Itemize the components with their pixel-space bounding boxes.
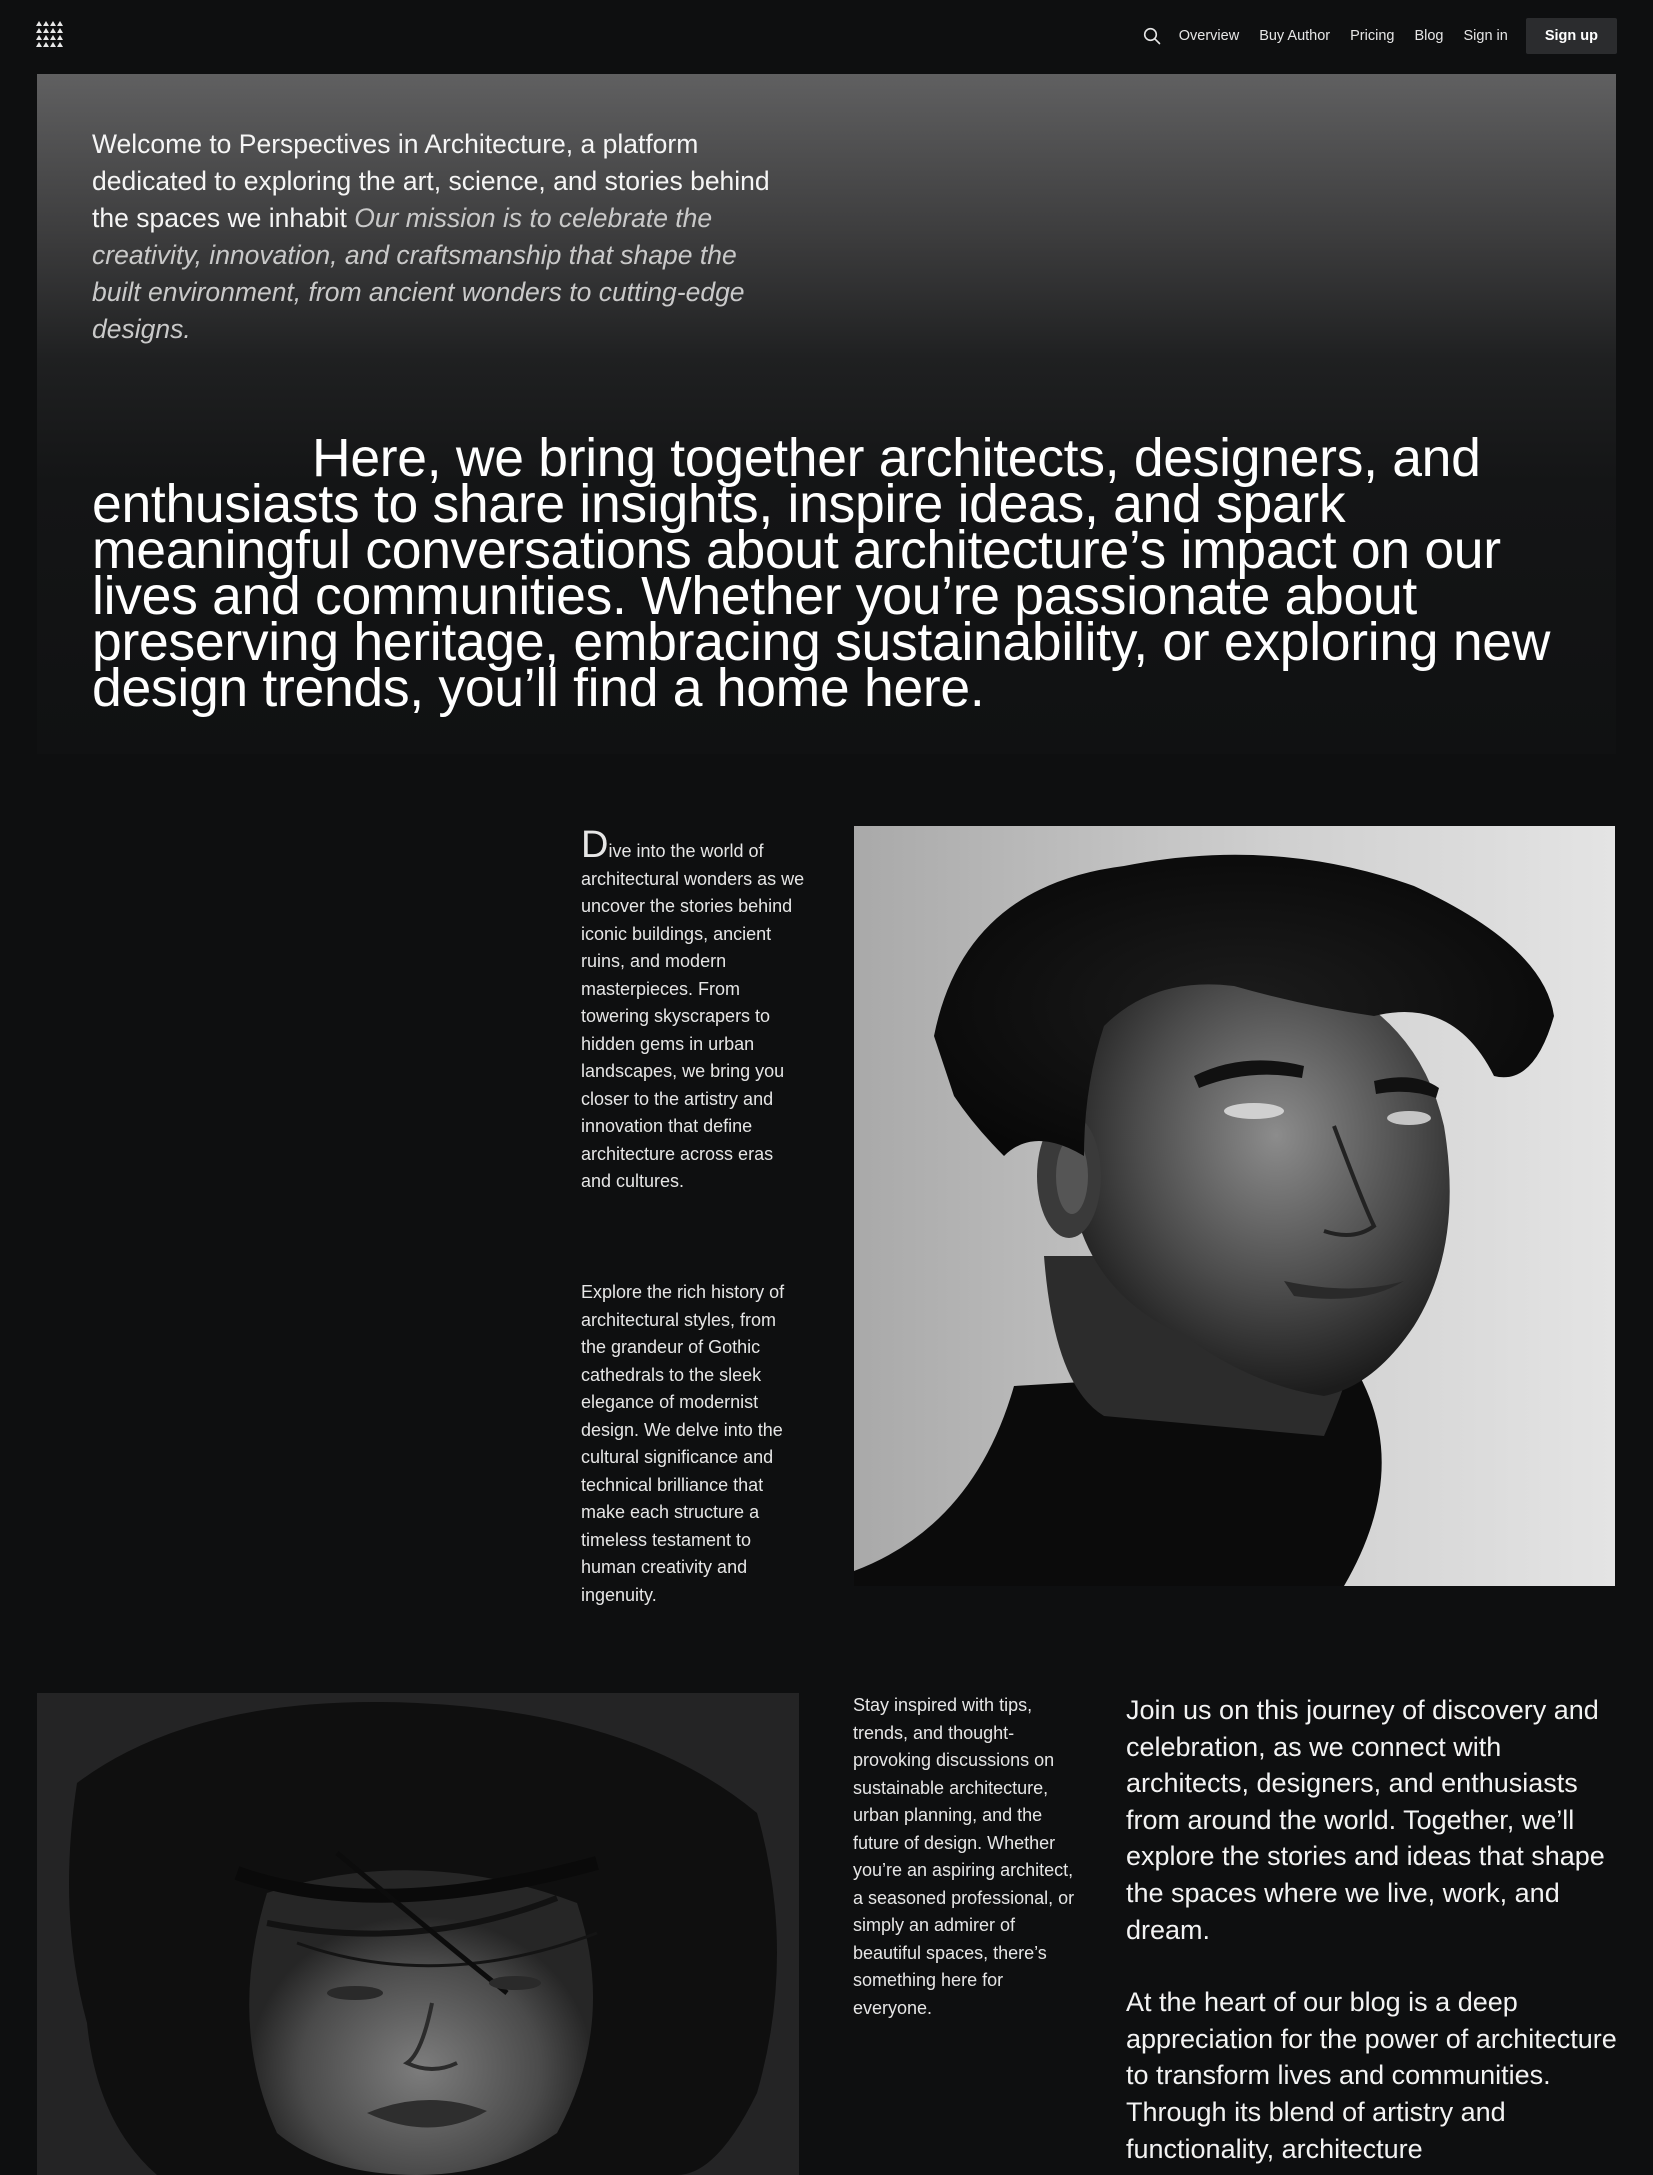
- nav-links: [1143, 18, 1617, 54]
- hero-intro-italic: Our mission is to celebrate the creativity, innovation, and craftsmanship that shape the built environment, from ancient wonders to cutting-edge designs.: [92, 203, 745, 344]
- portrait-woman-image: [37, 1693, 799, 2175]
- nav-link-overview[interactable]: Overview: [1178, 28, 1240, 44]
- intro-paragraph-text: ive into the world of architectural wonders as we uncover the stories behind iconic buildings, ancient ruins, and modern masterpieces. From towering skyscrapers to hidden gems in urban landscapes, we bring you closer to the artistry and innovation that define architecture across eras and cultures.: [581, 841, 805, 1191]
- heart-paragraph: At the heart of our blog is a deep appreciation for the power of architecture to transform lives and communities. Through its blend of artistry and functionality, architecture: [1126, 1987, 1617, 2164]
- nav-link-buy-author[interactable]: Buy Author: [1259, 28, 1331, 44]
- join-paragraph: Join us on this journey of discovery and celebration, as we connect with architects, designers, and enthusiasts from around the world. Together, we’ll explore the stories and ideas that shape the spaces where we live, work, and dream.: [1126, 1695, 1605, 1945]
- nav-link-sign-in[interactable]: Sign in: [1463, 28, 1508, 44]
- sign-up-button[interactable]: Sign up: [1526, 18, 1617, 54]
- triangle-grid-logo-icon[interactable]: [36, 21, 64, 47]
- search-icon[interactable]: [1143, 27, 1161, 45]
- hero-intro-main: Welcome to Perspectives in Architecture, a platform dedicated to exploring the art, science, and stories behind the spaces we inhabit: [92, 129, 770, 233]
- nav-link-blog[interactable]: Blog: [1414, 28, 1444, 44]
- nav-link-pricing[interactable]: Pricing: [1350, 28, 1395, 44]
- drop-cap: D: [581, 824, 609, 866]
- history-paragraph: Explore the rich history of architectural styles, from the grandeur of Gothic cathedrals to the sleek elegance of modernist design. We delve into the cultural significance and technical brilliance that make each structure a timeless testament to human creativity and ingenuity.: [581, 1282, 785, 1605]
- hero-section: [37, 74, 1616, 754]
- portrait-man-image: [854, 826, 1615, 1586]
- hero-statement: Here, we bring together architects, designers, and enthusiasts to share insights, inspire ideas, and spark meaningful conversations about architecture’s impact on our lives and communities. Whether you’re passionate about preserving heritage, embracing sustainability, or exploring new design trends, you’ll find a home here.: [92, 429, 1551, 718]
- inspire-paragraph: Stay inspired with tips, trends, and thought-provoking discussions on sustainable architecture, urban planning, and the future of design. Whether you’re an aspiring architect, a seasoned professional, or simply an admirer of beautiful spaces, there’s something here for everyone.: [853, 1695, 1075, 2018]
- intro-paragraph: [581, 824, 806, 1196]
- join-section: [1126, 1692, 1626, 2167]
- hero-intro: [92, 126, 782, 348]
- top-nav: [0, 0, 1653, 74]
